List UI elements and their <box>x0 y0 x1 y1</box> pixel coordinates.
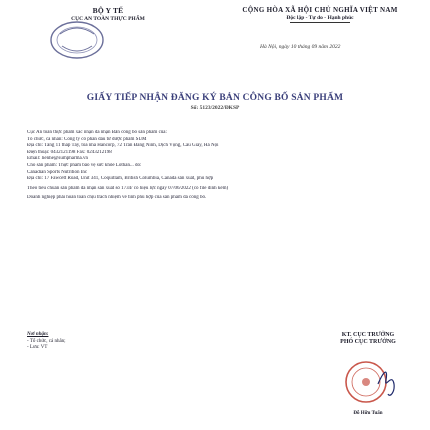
body-line: Địa chỉ: Tầng 11 tháp Tây, tòa nhà Hancorp, 72 Trần Đăng Ninh, Dịch Vọng, Cầu Giấy, Hà Nội <box>27 143 219 149</box>
national-header <box>225 6 415 23</box>
body-line: Điện thoại: 0432121198 Fax: 0243212198 <box>27 149 112 155</box>
body-line: Địa chỉ: 17 Fawcett Road, Unit 341, Coquitlam, British Columbia, Canada sản xuất, phù hợp <box>27 176 214 182</box>
motto-underline <box>290 22 350 23</box>
signer-name: Đỗ Hữu Tuấn <box>353 411 383 416</box>
document-title: GIẤY TIẾP NHẬN ĐĂNG KÝ BẢN CÔNG BỐ SẢN PHẨM <box>86 93 344 103</box>
body-line: Email: lienhe@sumpharma.vn <box>27 156 88 162</box>
signature-role: KT. CỤC TRƯỞNG <box>341 332 395 338</box>
recipients-heading: Nơi nhận: <box>27 332 49 337</box>
body-line: Cho sản phẩm: Thực phẩm bảo vệ sức khỏe Lothan... do: <box>27 162 142 168</box>
document-number: Số: 5123/2022/ĐKSP <box>190 105 240 111</box>
watermark-seal-icon <box>42 16 112 62</box>
body-line: Doanh nghiệp phải hoàn toàn chịu trách nhiệm về tính phù hợp của sản phẩm đã công bố. <box>27 195 207 201</box>
ministry-name: BỘ Y TẾ <box>92 6 124 15</box>
signature-block <box>318 332 418 346</box>
body-line: Canadian Sports Nutrition Inc <box>27 169 88 175</box>
recipient-item: - Lưu: VT <box>27 345 48 350</box>
body-line: Tổ chức, cá nhân: Công ty cổ phần đầu tư được phẩm SUM <box>27 136 147 142</box>
department-name: CỤC AN TOÀN THỰC PHẨM <box>71 16 145 22</box>
signature-title: PHÓ CỤC TRƯỞNG <box>340 339 396 345</box>
body-line: Cục An toàn thực phẩm xác nhận đã nhận Bản công bố sản phẩm của: <box>27 130 167 135</box>
body-line: Theo tiêu chuẩn sản phẩm đã nhận sản xuất số 1734/ có hiệu lực ngày 07/06/2022 (có file đính kèm) <box>27 185 229 191</box>
recipient-item: - Tổ chức, cá nhân; <box>27 338 66 344</box>
official-stamp-icon <box>338 350 400 412</box>
issue-date: Hà Nội, ngày 10 tháng 09 năm 2022 <box>260 44 341 50</box>
nation-name: CỘNG HÒA XÃ HỘI CHỦ NGHĨA VIỆT NAM <box>242 6 398 14</box>
document-body <box>27 130 412 202</box>
recipients-block <box>27 332 66 352</box>
national-motto: Độc lập - Tự do - Hạnh phúc <box>286 15 354 21</box>
